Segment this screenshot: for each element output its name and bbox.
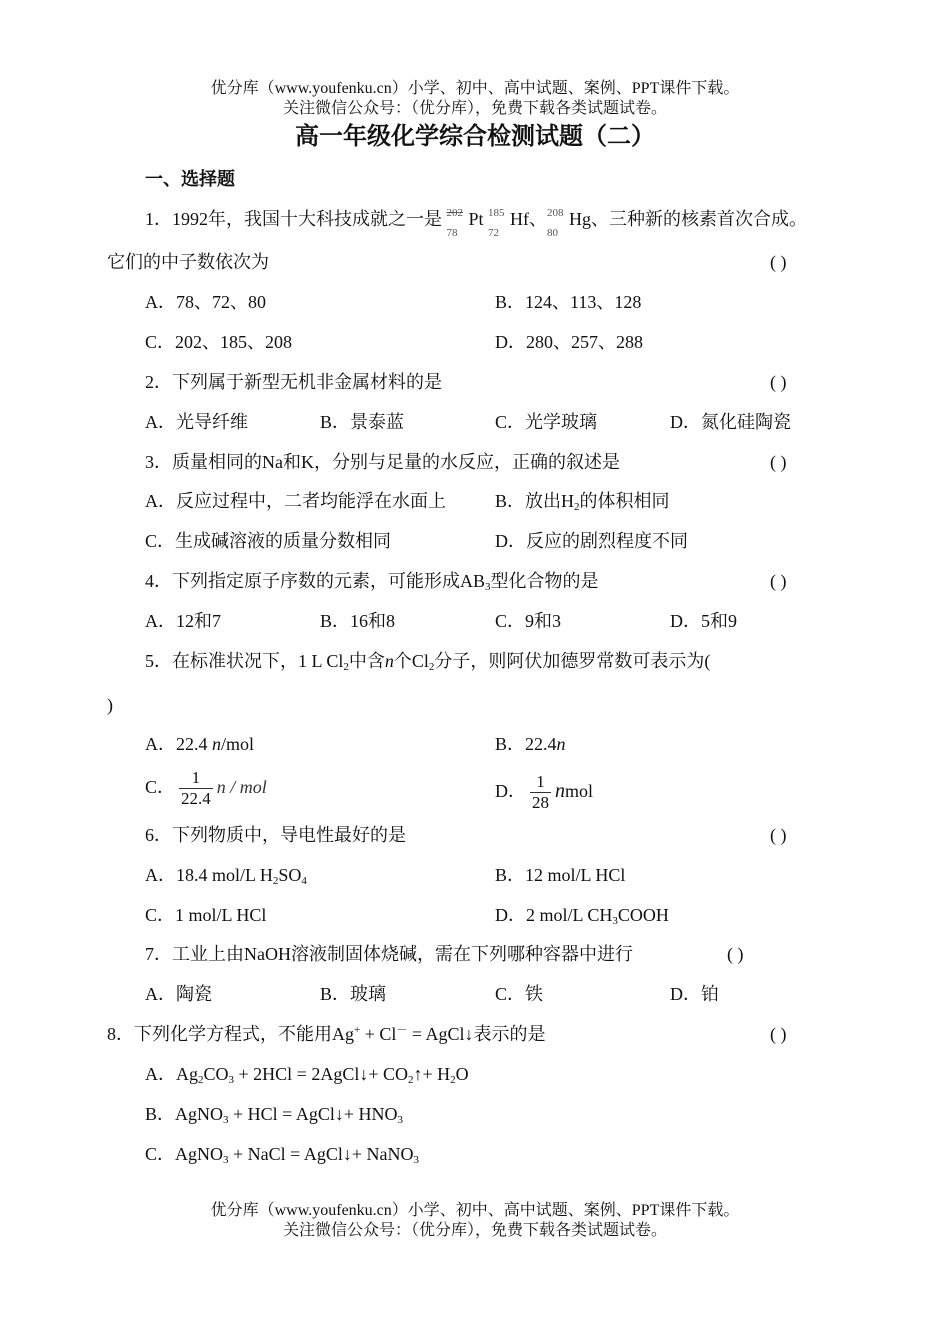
q5-n: n [384, 651, 394, 671]
q6-option-c: C．1 mol/L HCl [145, 905, 267, 925]
iso2-z: 72 [488, 227, 500, 239]
iso2-symbol: Hf [510, 209, 530, 229]
iso2-mass: 185 [488, 207, 505, 219]
q6-d-2: COOH [617, 905, 669, 925]
header-line-2: 关注微信公众号：（优分库），免费下载各类试题试卷。 [282, 100, 667, 117]
q8-b: + Cl [360, 1024, 397, 1044]
q8-a-s1: 2 [198, 1074, 204, 1086]
q4-option-c: C．9和3 [495, 611, 562, 631]
q8-c-s2: 3 [413, 1154, 419, 1166]
iso3-z: 80 [547, 227, 559, 239]
q5-d: 分子，则阿伏加德罗常数可表示为( [434, 651, 711, 671]
q5-d-den: 28 [532, 793, 549, 813]
q8-c-2: + NaCl = AgCl↓+ NaNO [228, 1144, 414, 1164]
q1-answer-blank: ( ) [770, 252, 787, 272]
q1-option-d: D．280、257、288 [495, 332, 643, 352]
q3-option-d: D．反应的剧烈程度不同 [495, 531, 688, 551]
footer-line-1: 优分库（www.youfenku.cn）小学、初中、高中试题、案例、PPT课件下载。 [210, 1202, 740, 1219]
q1-prefix: 1．1992年，我国十大科技成就之一是 [145, 209, 442, 229]
q5-option-d [495, 766, 593, 816]
q2-option-a: A．光导纤维 [145, 412, 248, 432]
q4-stem [145, 570, 599, 592]
q5-option-b [495, 733, 566, 755]
q5-option-a [145, 733, 254, 755]
q6-option-b: B．12 mol/L HCl [495, 865, 626, 885]
q8-c: = AgCl↓表示的是 [407, 1024, 546, 1044]
q4-stem-b: 型化合物的是 [490, 571, 599, 591]
q8-b-1: B．AgNO [145, 1104, 224, 1124]
q5-a: 5．在标准状况下，1 L Cl [145, 651, 344, 671]
q3-answer-blank: ( ) [770, 452, 787, 472]
iso3-mass: 208 [547, 207, 564, 219]
isotope-hf [488, 207, 510, 239]
q6-answer-blank: ( ) [770, 825, 787, 845]
q5-stem [145, 650, 710, 672]
q8-sup2: － [396, 1024, 408, 1036]
q6-option-a [145, 864, 307, 886]
header-line-1: 优分库（www.youfenku.cn）小学、初中、高中试题、案例、PPT课件下载。 [210, 80, 740, 97]
q8-b-s2: 3 [397, 1114, 403, 1126]
q6-a-s2: 4 [301, 875, 307, 887]
q1-stem-line2: 它们的中子数依次为 [107, 252, 269, 272]
q5-sub1: 2 [343, 661, 349, 673]
q3-b-text2: 的体积相同 [579, 491, 670, 511]
isotope-pt [446, 207, 469, 239]
q5-c-num: 1 [191, 768, 201, 788]
q8-b-2: + HCl = AgCl↓+ HNO [228, 1104, 398, 1124]
q5-a-post: /mol [221, 734, 255, 754]
q8-stem [107, 1023, 546, 1045]
q1-suffix: 、三种新的核素首次合成。 [591, 209, 808, 229]
q3-b-sub: 2 [574, 501, 580, 513]
q8-a: 8．下列化学方程式，不能用Ag [107, 1024, 354, 1044]
q3-option-c: C．生成碱溶液的质量分数相同 [145, 531, 392, 551]
q4-option-a: A．12和7 [145, 611, 221, 631]
q4-stem-a: 4．下列指定原子序数的元素，可能形成AB [145, 571, 486, 591]
q1-option-b: B．124、113、128 [495, 292, 642, 312]
q8-c-1: C．AgNO [145, 1144, 224, 1164]
q2-answer-blank: ( ) [770, 372, 787, 392]
q7-answer-blank: ( ) [727, 944, 744, 964]
q5-c-den: 22.4 [181, 789, 211, 809]
q8-option-b [145, 1103, 403, 1125]
iso3-symbol: Hg [569, 209, 592, 229]
q4-stem-sub: 3 [485, 581, 491, 593]
q8-a-5: O [455, 1064, 469, 1084]
q7-option-a: A．陶瓷 [145, 984, 212, 1004]
footer-line-2: 关注微信公众号：（优分库），免费下载各类试题试卷。 [282, 1222, 667, 1239]
q2-option-c: C．光学玻璃 [495, 412, 598, 432]
q3-option-b [495, 490, 670, 512]
q8-option-a [145, 1063, 469, 1085]
q7-stem: 7．工业上由NaOH溶液制固体烧碱，需在下列哪种容器中进行 [145, 944, 633, 964]
q8-a-s3: 2 [408, 1074, 414, 1086]
q4-option-d: D．5和9 [670, 611, 737, 631]
iso-sep: 、 [529, 209, 548, 229]
q5-c-fraction [179, 768, 213, 809]
q8-a-s2: 3 [228, 1074, 235, 1086]
q3-b-text: B．放出H [495, 491, 575, 511]
q1-option-c: C．202、185、208 [145, 332, 293, 352]
isotope-hg [547, 207, 569, 239]
q5-d-label: D． [495, 781, 526, 801]
q8-sup1: + [354, 1024, 361, 1036]
iso1-mass: 202 [446, 207, 463, 219]
q6-a-1: A．18.4 mol/L H [145, 865, 273, 885]
iso1-symbol: Pt [468, 209, 484, 229]
q7-option-b: B．玻璃 [320, 984, 387, 1004]
q7-option-c: C．铁 [495, 984, 544, 1004]
q3-option-a: A．反应过程中，二者均能浮在水面上 [145, 491, 446, 511]
q1-stem [145, 207, 808, 239]
q8-a-3: + 2HCl = 2AgCl↓+ CO [234, 1064, 408, 1084]
q5-c-tail: n / mol [216, 777, 267, 797]
q5-b-n: n [556, 734, 566, 754]
q5-a-n: n [212, 734, 221, 754]
q5-d-num: 1 [536, 772, 545, 792]
q6-d-1: D．2 mol/L CH [495, 905, 613, 925]
q5-d-tail: mol [565, 781, 594, 801]
q6-option-d [495, 904, 669, 926]
q2-option-b: B．景泰蓝 [320, 412, 405, 432]
q4-answer-blank: ( ) [770, 571, 787, 591]
q8-a-1: A．Ag [145, 1064, 198, 1084]
q5-b: 中含 [348, 651, 385, 671]
q5-option-c [145, 762, 267, 812]
q8-a-s4: 2 [450, 1074, 456, 1086]
q5-stem-line2: ) [107, 695, 113, 715]
q5-c: 个Cl [393, 651, 429, 671]
q1-option-a: A．78、72、80 [145, 292, 266, 312]
q3-stem: 3．质量相同的Na和K，分别与足量的水反应，正确的叙述是 [145, 452, 620, 472]
q5-d-n: n [555, 780, 565, 802]
q5-c-label: C． [145, 777, 176, 797]
q5-b-pre: B．22.4 [495, 734, 557, 754]
section-heading: 一、选择题 [145, 169, 235, 189]
q8-answer-blank: ( ) [770, 1024, 787, 1044]
q8-option-c [145, 1143, 419, 1165]
q7-option-d: D．铂 [670, 984, 719, 1004]
iso1-z: 78 [446, 227, 458, 239]
q8-c-s1: 3 [223, 1154, 229, 1166]
q8-b-s1: 3 [223, 1114, 229, 1126]
page-title: 高一年级化学综合检测试题（二） [295, 124, 655, 150]
q6-a-2: SO [278, 865, 302, 885]
q6-a-s1: 2 [272, 875, 279, 887]
q4-option-b: B．16和8 [320, 611, 396, 631]
q5-d-fraction [530, 772, 551, 813]
q5-a-pre: A．22.4 [145, 734, 212, 754]
q6-stem: 6．下列物质中，导电性最好的是 [145, 825, 406, 845]
q8-a-2: CO [203, 1064, 229, 1084]
q5-sub2: 2 [428, 661, 435, 673]
q6-d-s: 3 [612, 915, 618, 927]
q2-option-d: D．氮化硅陶瓷 [670, 412, 791, 432]
q2-stem: 2．下列属于新型无机非金属材料的是 [145, 372, 442, 392]
q8-a-4: ↑+ H [413, 1064, 451, 1084]
